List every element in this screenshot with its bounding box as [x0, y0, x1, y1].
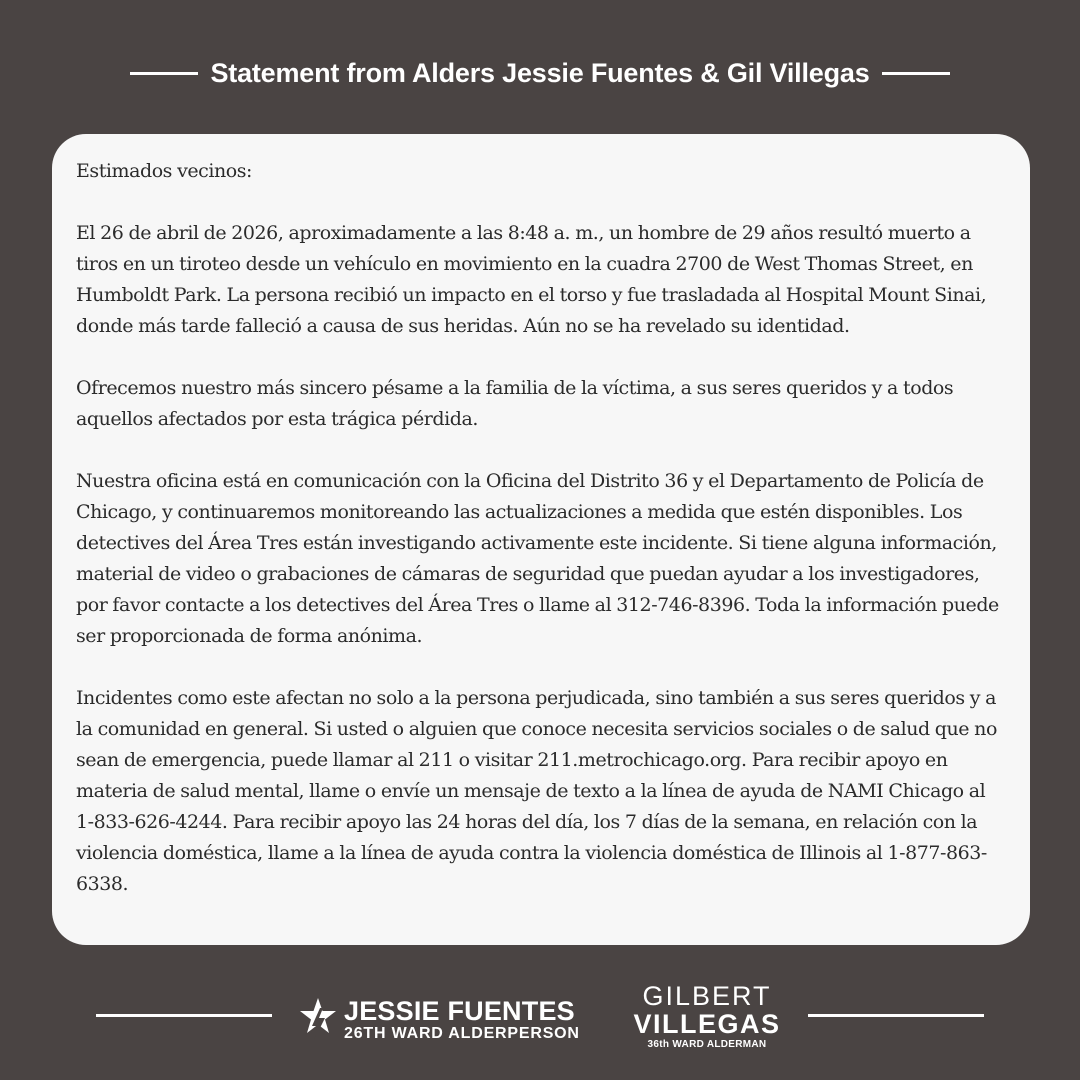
statement-card — [52, 134, 1030, 945]
villegas-logo-first-name: GILBERT — [642, 981, 772, 1011]
statement-paragraph-incident: El 26 de abril de 2026, aproximadamente a las 8:48 a. m., un hombre de 29 años resultó muerto a tiros en un tiroteo desde un vehículo en movimiento en la cuadra 2700 de West Thomas Street, en Humboldt Park. La persona recibió un impacto en el torso y fue trasladada al Hospital Mount Sinai, donde más tarde falleció a causa de sus heridas. Aún no se ha revelado su identidad. — [76, 222, 987, 337]
statement-paragraph-resources: Incidentes como este afectan no solo a la persona perjudicada, sino también a sus seres queridos y a la comunidad en general. Si usted o alguien que conoce necesita servicios sociales o de salud que no sean de emergencia, puede llamar al 211 o visitar 211.metrochicago.org. Para recibir apoyo en materia de salud mental, llame o envíe un mensaje de texto a la línea de ayuda de NAMI Chicago al 1-833-626-4244. Para recibir apoyo las 24 horas del día, los 7 días de la semana, en relación con la violencia doméstica, llame a la línea de ayuda contra la violencia doméstica de Illinois al 1-877-863-6338. — [76, 687, 997, 895]
page-title: Statement from Alders Jessie Fuentes & Gil Villegas — [210, 58, 870, 88]
star-logo-icon — [298, 996, 338, 1044]
header — [0, 58, 1080, 89]
fuentes-logo — [298, 990, 608, 1050]
footer — [0, 982, 1080, 1057]
statement-paragraph-investigation: Nuestra oficina está en comunicación con la Oficina del Distrito 36 y el Departamento de Policía de Chicago, y continuaremos monitoreando las actualizaciones a medida que estén disponibles. Los detectives del Área Tres están investigando activamente este incidente. Si tiene alguna información, material de video o grabaciones de cámaras de seguridad que puedan ayudar a los investigadores, por favor contacte a los detectives del Área Tres o llame al 312-746-8396. Toda la información puede ser proporcionada de forma anónima. — [76, 470, 999, 647]
salutation: Estimados vecinos: — [76, 160, 252, 182]
footer-rule-left — [96, 1014, 272, 1017]
villegas-logo-last-name: VILLEGAS — [633, 1009, 781, 1039]
statement-paragraph-condolences: Ofrecemos nuestro más sincero pésame a la familia de la víctima, a sus seres queridos y a todos aquellos afectados por esta trágica pérdida. — [76, 377, 954, 430]
villegas-logo — [632, 982, 782, 1054]
header-rule-right — [882, 72, 950, 75]
fuentes-logo-ward: 26TH WARD ALDERPERSON — [344, 1025, 580, 1042]
villegas-logo-ward: 36th WARD ALDERMAN — [647, 1039, 767, 1050]
footer-rule-right — [808, 1014, 984, 1017]
header-rule-left — [130, 72, 198, 75]
fuentes-logo-name: JESSIE FUENTES — [344, 996, 575, 1026]
